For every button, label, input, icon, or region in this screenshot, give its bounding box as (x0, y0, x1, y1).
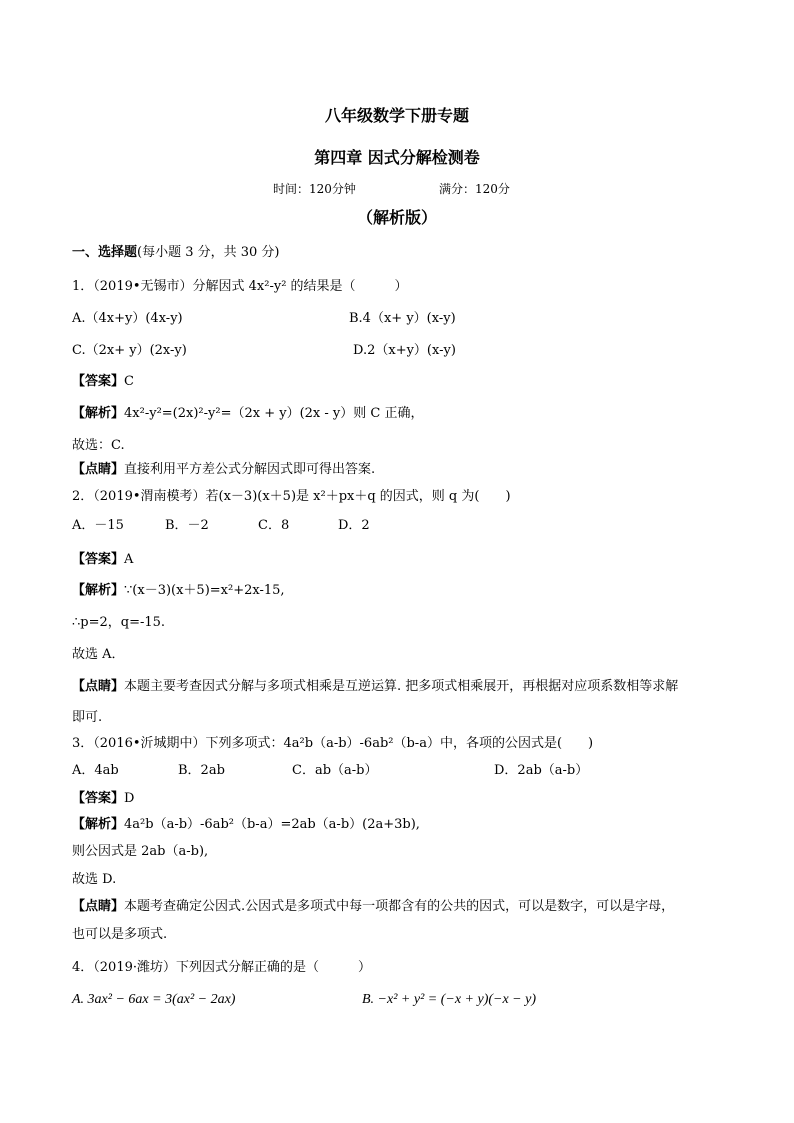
q2-result: ∴p=2，q=-15. (72, 615, 166, 630)
q1-option-b: B.4（x+ y）(x-y) (349, 311, 456, 326)
q3-comment-cont: 也可以是多项式. (72, 927, 168, 942)
comment-tag: 【点睛】 (72, 679, 125, 694)
analysis-tag: 【解析】 (72, 406, 125, 421)
q2-stem: 2．（2019•渭南模考）若(x－3)(x＋5)是 x²＋px＋q 的因式，则 q 为( ) (72, 489, 511, 504)
answer-value: D (124, 791, 135, 806)
comment-tag: 【点睛】 (72, 462, 125, 477)
exam-score: 满分：120分 (439, 182, 510, 196)
analysis-text: ∵(x－3)(x＋5)=x²+2x-15, (124, 583, 285, 598)
q2-analysis (72, 583, 285, 599)
section-heading-note: (每小题 3 分，共 30 分) (137, 245, 280, 260)
answer-value: C (124, 374, 134, 389)
answer-tag: 【答案】 (72, 374, 125, 389)
q2-answer (72, 552, 133, 568)
q2-comment (72, 679, 678, 695)
q2-option-b: B．－2 (165, 518, 209, 533)
comment-tag: 【点睛】 (72, 899, 125, 914)
comment-text: 直接利用平方差公式分解因式即可得出答案. (124, 462, 376, 477)
q1-choose: 故选：C. (72, 438, 125, 453)
q1-option-c: C.（2x+ y）(2x-y) (72, 343, 187, 358)
analysis-tag: 【解析】 (72, 583, 125, 598)
q4-option-a: A. 3ax² − 6ax = 3(ax² − 2ax) (72, 992, 236, 1007)
q1-answer (72, 374, 134, 390)
q3-choose: 故选 D. (72, 872, 117, 887)
q2-choose: 故选 A． (72, 647, 125, 662)
q2-option-c: C．8 (258, 518, 290, 533)
analysis-tag: 【解析】 (72, 817, 125, 832)
q3-option-a: A．4ab (72, 763, 119, 778)
q4-stem: 4．（2019·潍坊）下列因式分解正确的是（ ） (72, 960, 371, 975)
q3-stem: 3．（2016•沂城期中）下列多项式：4a²b（a-b）-6ab²（b-a）中，各项的公因式是( ) (72, 736, 594, 751)
analysis-text: 4a²b（a-b）-6ab²（b-a）=2ab（a-b）(2a+3b), (124, 817, 420, 832)
q2-comment-cont: 即可. (72, 710, 103, 725)
edition-label: （解析版） (356, 208, 437, 227)
section-heading-label: 一、选择题 (72, 245, 138, 260)
q3-option-b: B．2ab (178, 763, 225, 778)
q4-option-b: B. −x² + y² = (−x + y)(−x − y) (362, 992, 537, 1007)
q3-result: 则公因式是 2ab（a-b), (72, 844, 209, 859)
q1-comment (72, 462, 375, 478)
q1-analysis (72, 406, 423, 422)
q3-answer (72, 791, 134, 807)
q2-option-a: A．－15 (72, 518, 124, 533)
q1-option-d: D.2（x+y）(x-y) (353, 343, 456, 358)
comment-text: 本题考查确定公因式.公因式是多项式中每一项都含有的公共的因式，可以是数字，可以是字母， (124, 899, 675, 914)
answer-tag: 【答案】 (72, 552, 125, 567)
answer-tag: 【答案】 (72, 791, 125, 806)
exam-time: 时间：120分钟 (273, 182, 356, 196)
page-subtitle: 第四章 因式分解检测卷 (314, 148, 480, 167)
q3-analysis (72, 817, 420, 833)
comment-text: 本题主要考查因式分解与多项式相乘是互逆运算. 把多项式相乘展开，再根据对应项系数相等求解 (124, 679, 679, 694)
q3-option-c: C．ab（a-b） (292, 763, 378, 778)
q3-comment (72, 899, 674, 915)
q2-option-d: D．2 (338, 518, 370, 533)
answer-value: A (124, 552, 134, 567)
section-heading (72, 245, 280, 261)
analysis-text: 4x²-y²=(2x)²-y²=（2x + y）(2x - y）则 C 正确， (124, 406, 424, 421)
page-title: 八年级数学下册专题 (324, 106, 469, 125)
q3-option-d: D．2ab（a-b） (494, 763, 589, 778)
q1-option-a: A.（4x+y）(4x-y) (72, 311, 183, 326)
q1-stem: 1．（2019•无锡市）分解因式 4x²-y² 的结果是（ ） (72, 279, 408, 294)
